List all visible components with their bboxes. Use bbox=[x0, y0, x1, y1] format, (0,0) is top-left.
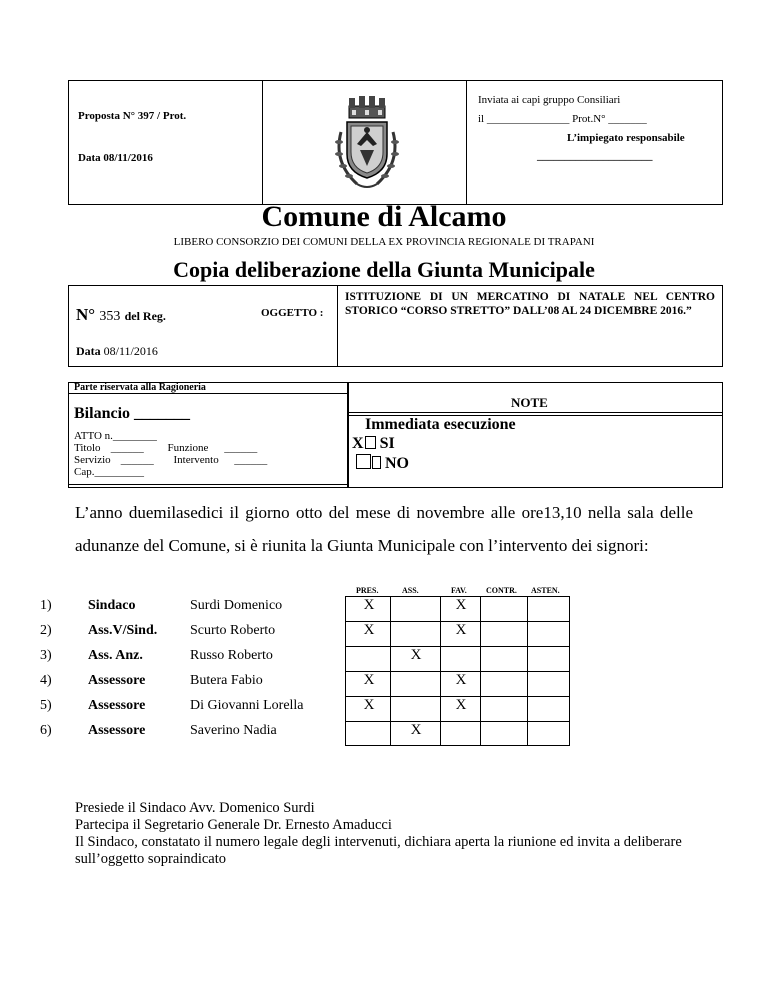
member-role: Assessore bbox=[88, 673, 146, 688]
member-name: Scurto Roberto bbox=[190, 623, 276, 638]
delibera-date bbox=[76, 344, 158, 359]
titolo-line bbox=[74, 442, 267, 454]
numero-value: 353 bbox=[99, 309, 121, 324]
member-num: 1) bbox=[40, 598, 52, 613]
member-name: Butera Fabio bbox=[190, 673, 263, 688]
fav-mark: X bbox=[455, 622, 467, 638]
inviata-label: Inviata ai capi gruppo Consiliari bbox=[478, 94, 621, 106]
ragioneria-bottom-rule bbox=[68, 484, 348, 485]
grid-row-5 bbox=[345, 721, 570, 722]
header-ass: ASS. bbox=[402, 586, 419, 595]
header-asten: ASTEN. bbox=[531, 586, 560, 595]
member-role: Assessore bbox=[88, 698, 146, 713]
note-label: NOTE bbox=[511, 395, 548, 410]
intervento-label: Intervento bbox=[173, 454, 219, 466]
member-role: Sindaco bbox=[88, 598, 136, 613]
ass-mark: X bbox=[410, 647, 422, 663]
ragioneria-fields bbox=[74, 430, 267, 478]
pres-mark: X bbox=[363, 697, 375, 713]
header-divider-2 bbox=[466, 80, 467, 205]
header-fav: FAV. bbox=[451, 586, 467, 595]
pres-mark: X bbox=[363, 597, 375, 613]
document-title: Copia deliberazione della Giunta Municipale bbox=[173, 257, 595, 282]
partecipa-line: Partecipa il Segretario Generale Dr. Ernesto Amaducci bbox=[75, 817, 392, 833]
delibera-divider bbox=[337, 285, 338, 367]
numero-prefix: N° bbox=[76, 305, 96, 324]
member-name: Saverino Nadia bbox=[190, 723, 277, 738]
prot-line: il _______________ Prot.N° _______ bbox=[478, 113, 647, 125]
oggetto-text: ISTITUZIONE DI UN MERCATINO DI NATALE NEL CENTRO STORICO “CORSO STRETTO” DALL’08 AL 24 DICEMBRE 2016.” bbox=[345, 291, 715, 317]
funzione-label: Funzione bbox=[167, 442, 209, 454]
pres-mark: X bbox=[363, 672, 375, 688]
si-checkbox-icon bbox=[365, 436, 376, 449]
signature-line: _____________________ bbox=[537, 150, 653, 162]
fav-mark: X bbox=[455, 597, 467, 613]
member-name: Surdi Domenico bbox=[190, 598, 283, 613]
header-pres: PRES. bbox=[356, 586, 379, 595]
note-header-rule bbox=[348, 412, 723, 413]
si-mark: X bbox=[352, 435, 364, 452]
numero-label bbox=[76, 305, 166, 325]
immediata-label: Immediata esecuzione bbox=[365, 416, 516, 433]
si-option bbox=[352, 435, 395, 453]
no-label: NO bbox=[385, 455, 409, 472]
member-num: 3) bbox=[40, 648, 52, 663]
fav-mark: X bbox=[455, 697, 467, 713]
intro-paragraph: L’anno duemilasedici il giorno otto del mese di novembre alle ore13,10 nella sala delle adunanze del Comune, si è riunita la Giunta Municipale con l’intervento dei signori: bbox=[75, 503, 693, 555]
member-role: Ass.V/Sind. bbox=[88, 623, 158, 638]
servizio-line bbox=[74, 454, 267, 466]
impiegato-label: L’impiegato responsabile bbox=[567, 132, 685, 144]
ragioneria-header-rule bbox=[68, 393, 348, 394]
ragioneria-title: Parte riservata alla Ragioneria bbox=[74, 382, 206, 393]
member-name: Russo Roberto bbox=[190, 648, 273, 663]
member-name: Di Giovanni Lorella bbox=[190, 698, 304, 713]
no-checkbox-icon-inner bbox=[372, 456, 381, 469]
member-num: 5) bbox=[40, 698, 52, 713]
header-divider-1 bbox=[262, 80, 263, 205]
atto-line: ATTO n.________ bbox=[74, 430, 157, 442]
titolo-label: Titolo bbox=[74, 442, 101, 454]
si-label: SI bbox=[379, 435, 395, 452]
header-contr: CONTR. bbox=[486, 586, 517, 595]
data-label: Data bbox=[76, 344, 101, 358]
bilancio-label: Bilancio _______ bbox=[74, 405, 191, 422]
cap-line: Cap._________ bbox=[74, 466, 144, 478]
coat-of-arms-logo bbox=[327, 92, 407, 198]
ass-mark: X bbox=[410, 722, 422, 738]
member-num: 6) bbox=[40, 723, 52, 738]
servizio-label: Servizio bbox=[74, 454, 111, 466]
comune-title: Comune di Alcamo bbox=[261, 200, 507, 233]
header-date: Data 08/11/2016 bbox=[78, 152, 153, 164]
fav-mark: X bbox=[455, 672, 467, 688]
member-role: Assessore bbox=[88, 723, 146, 738]
constatato-line: Il Sindaco, constatato il numero legale degli intervenuti, dichiara aperta la riunione ed invita a deliberare sull’oggetto sopraindicato bbox=[75, 834, 682, 867]
titolo-blank: ______ bbox=[110, 442, 144, 454]
data-value: 08/11/2016 bbox=[103, 344, 158, 358]
member-num: 4) bbox=[40, 673, 52, 688]
oggetto-label: OGGETTO : bbox=[261, 307, 324, 319]
pres-mark: X bbox=[363, 622, 375, 638]
member-num: 2) bbox=[40, 623, 52, 638]
intervento-blank: ______ bbox=[234, 454, 268, 466]
proposta-label: Proposta N° 397 / Prot. bbox=[78, 110, 187, 122]
comune-subtitle: LIBERO CONSORZIO DEI COMUNI DELLA EX PROVINCIA REGIONALE DI TRAPANI bbox=[173, 236, 595, 248]
no-option bbox=[356, 454, 409, 473]
funzione-blank: ______ bbox=[224, 442, 258, 454]
member-role: Ass. Anz. bbox=[88, 648, 143, 663]
reg-label: del Reg. bbox=[124, 309, 166, 323]
footer-text bbox=[75, 800, 705, 868]
servizio-blank: ______ bbox=[120, 454, 154, 466]
grid-row-2 bbox=[345, 646, 570, 647]
no-checkbox-icon bbox=[356, 454, 371, 469]
presiede-line: Presiede il Sindaco Avv. Domenico Surdi bbox=[75, 800, 315, 816]
